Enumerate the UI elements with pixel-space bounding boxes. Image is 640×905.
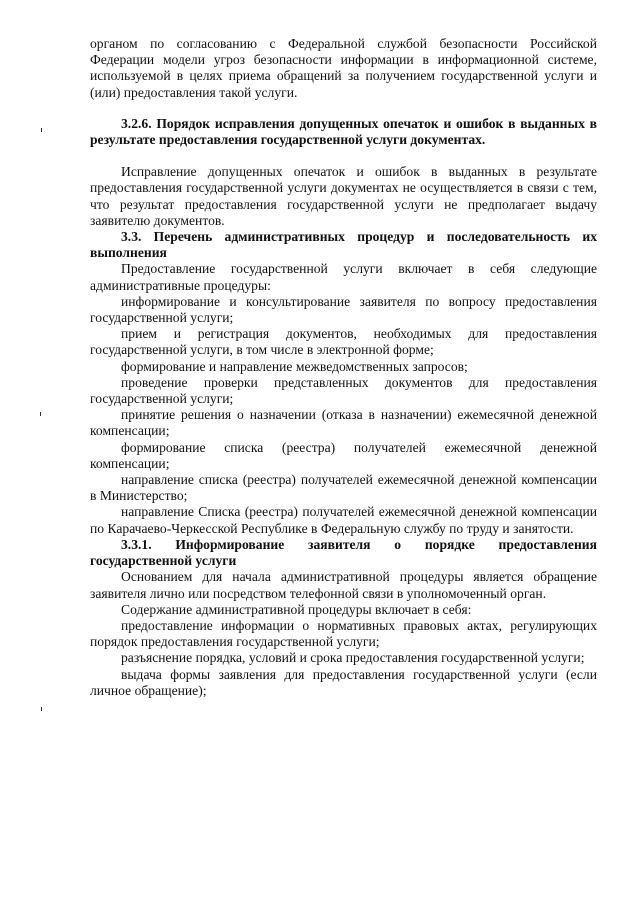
margin-tick xyxy=(40,412,41,416)
paragraph-corrections: Исправление допущенных опечаток и ошибок в выданных в результате предоставления государственной услуги документах не осуществляется в связи с тем, что результат предоставления государственной услуги не предполагает выдачу заявителю документов. xyxy=(90,164,597,228)
paragraph-continuation: органом по согласованию с Федеральной службой безопасности Российской Федерации модели угроз безопасности информации в информационной системе, используемой в целях приема обращений за получением государственной услуги и (или) предоставления такой услуги. xyxy=(90,36,597,100)
list-item-ministry: направление списка (реестра) получателей ежемесячной денежной компенсации в Министерство; xyxy=(90,472,597,504)
list-item-reception: прием и регистрация документов, необходимых для предоставления государственной услуги, в том числе в электронной форме; xyxy=(90,326,597,358)
list-item-explanation: разъяснение порядка, условий и срока предоставления государственной услуги; xyxy=(121,650,585,666)
paragraph-content-intro: Содержание административной процедуры включает в себя: xyxy=(121,601,472,617)
paragraph-procedures-intro: Предоставление государственной услуги включает в себя следующие административные процедуры: xyxy=(90,261,597,293)
list-item-requests: формирование и направление межведомственных запросов; xyxy=(121,358,468,374)
list-item-legal-info: предоставление информации о нормативных правовых актах, регулирующих порядок предоставления государственной услуги; xyxy=(90,617,597,650)
list-item-verification: проведение проверки представленных документов для предоставления государственной услуги; xyxy=(90,374,597,407)
section-heading-3-2-6: 3.2.6. Порядок исправления допущенных опечаток и ошибок в выданных в результате предоставления государственной услуги документах. xyxy=(90,115,597,148)
list-item-register: формирование списка (реестра) получателей ежемесячной денежной компенсации; xyxy=(90,439,597,471)
paragraph-grounds: Основанием для начала административной процедуры является обращение заявителя лично или посредством телефонной связи в уполномоченный орган. xyxy=(90,569,597,601)
document-page xyxy=(90,36,597,699)
section-heading-3-3: 3.3. Перечень административных процедур и последовательность их выполнения xyxy=(90,229,597,261)
margin-tick xyxy=(41,707,42,711)
list-item-informing: информирование и консультирование заявителя по вопросу предоставления государственной услуги; xyxy=(90,293,597,326)
list-item-federal-service: направление Списка (реестра) получателей ежемесячной денежной компенсации по Карачаево-Черкесской Республике в Федеральную службу по труду и занятости. xyxy=(90,504,597,536)
section-heading-3-3-1: 3.3.1. Информирование заявителя о порядке предоставления государственной услуги xyxy=(90,536,597,569)
list-item-form-issue: выдача формы заявления для предоставления государственной услуги (если личное обращение); xyxy=(90,666,597,698)
margin-tick xyxy=(41,128,42,132)
list-item-decision: принятие решения о назначении (отказа в назначении) ежемесячной денежной компенсации; xyxy=(90,407,597,439)
